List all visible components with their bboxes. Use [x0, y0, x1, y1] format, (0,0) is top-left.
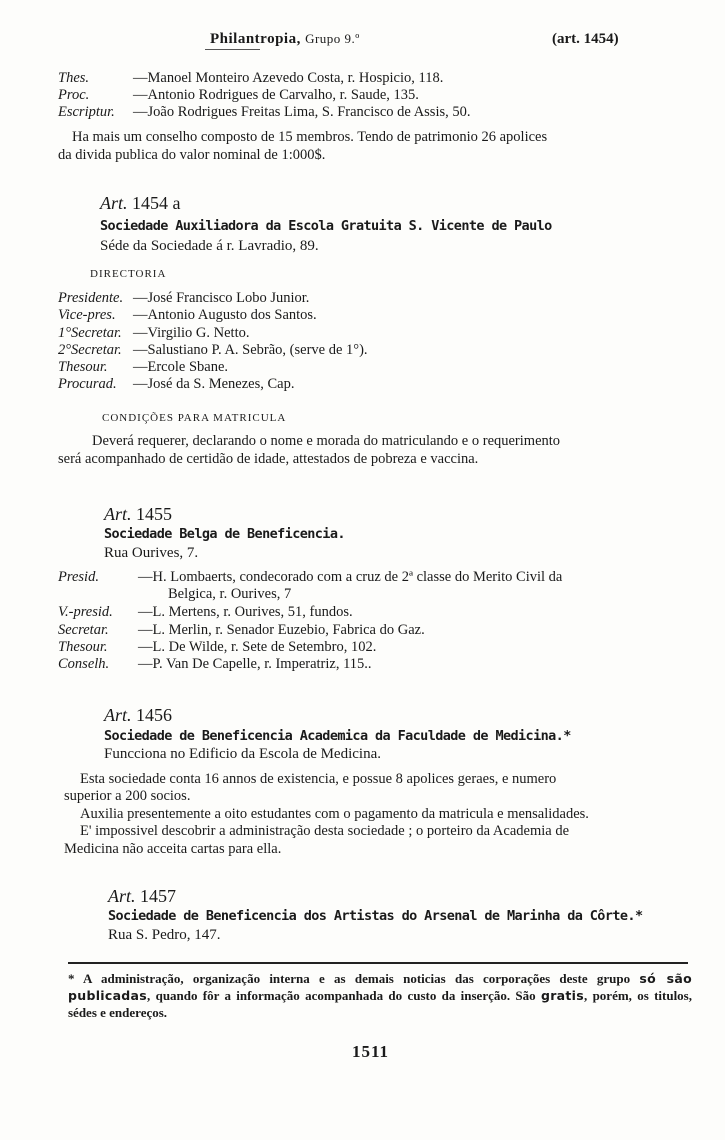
officer-text: —H. Lombaerts, condecorado com a cruz de 2ª classe do Merito Civil da — [138, 569, 563, 585]
officer-label: Thesour. — [58, 359, 108, 375]
society-name: Sociedade Belga de Beneficencia. — [104, 526, 345, 542]
running-header — [0, 28, 725, 52]
officer-text: —João Rodrigues Freitas Lima, S. Francisco de Assis, 50. — [133, 104, 471, 120]
section-title: DIRECTORIA — [90, 268, 167, 280]
officer-line — [58, 622, 425, 639]
officer-text: —Manoel Monteiro Azevedo Costa, r. Hospicio, 118. — [133, 70, 444, 86]
officer-text: —L. De Wilde, r. Sete de Setembro, 102. — [138, 639, 377, 655]
officer-text: —Antonio Rodrigues de Carvalho, r. Saude, 135. — [133, 87, 419, 103]
conditions-line: será acompanhado de certidão de idade, attestados de pobreza e vaccina. — [58, 451, 479, 467]
officer-line — [58, 656, 372, 673]
paragraph-line: superior a 200 socios. — [64, 788, 191, 804]
header-article-ref: (art. 1454) — [552, 31, 619, 47]
officer-text: —L. Mertens, r. Ourives, 51, fundos. — [138, 604, 353, 620]
society-address: Rua S. Pedro, 147. — [108, 927, 221, 943]
society-address: Rua Ourives, 7. — [104, 545, 199, 561]
officer-line — [58, 342, 368, 359]
prev-note-line: da divida publica do valor nominal de 1:000$. — [58, 147, 326, 163]
footnote-rule — [68, 962, 688, 964]
officer-line — [58, 376, 294, 393]
header-group: Grupo 9.º — [305, 31, 360, 46]
conditions-title: CONDIÇÕES PARA MATRICULA — [102, 412, 287, 424]
society-name: Sociedade de Beneficencia Academica da Faculdade de Medicina.* — [104, 728, 571, 744]
officer-line — [168, 586, 291, 603]
society-address: Séde da Sociedade á r. Lavradio, 89. — [100, 238, 319, 254]
officer-label: Procurad. — [58, 376, 117, 392]
officer-label: Escriptur. — [58, 104, 115, 120]
page-number: 1511 — [352, 1042, 390, 1061]
officer-text: —José da S. Menezes, Cap. — [133, 376, 295, 392]
officer-line — [58, 359, 228, 376]
officer-text: Belgica, r. Ourives, 7 — [168, 586, 292, 602]
officer-label: Thes. — [58, 70, 90, 86]
society-name: Sociedade Auxiliadora da Escola Gratuita S. Vicente de Paulo — [100, 218, 552, 234]
officer-text: —Virgilio G. Netto. — [133, 325, 250, 341]
officer-line — [58, 604, 353, 621]
officer-label: 2°Secretar. — [58, 342, 122, 358]
officer-label: Presidente. — [58, 290, 124, 306]
officer-line — [58, 569, 562, 586]
article-heading: Art. 1457 — [108, 886, 177, 906]
officer-line — [58, 325, 249, 342]
article-heading: Art. 1455 — [104, 504, 173, 524]
officer-text: —Ercole Sbane. — [133, 359, 229, 375]
paragraph-line: Auxilia presentemente a oito estudantes com o pagamento da matricula e mensalidades. — [80, 806, 589, 822]
footnote-emphasis: só são publicadas — [68, 971, 692, 1003]
paragraph-line: Esta sociedade conta 16 annos de existencia, e possue 8 apolices geraes, e numero — [80, 771, 557, 787]
officer-label: Vice-pres. — [58, 307, 116, 323]
officer-line — [58, 639, 376, 656]
prev-note-line: Ha mais um conselho composto de 15 membros. Tendo de patrimonio 26 apolices — [72, 129, 548, 145]
officer-label: Conselh. — [58, 656, 110, 672]
officer-label: Presid. — [58, 569, 99, 585]
society-address: Funcciona no Edificio da Escola de Medicina. — [104, 746, 381, 762]
officer-text: —Salustiano P. A. Sebrão, (serve de 1°). — [133, 342, 368, 358]
officer-label: 1°Secretar. — [58, 325, 122, 341]
officer-text: —P. Van De Capelle, r. Imperatriz, 115.. — [138, 656, 372, 672]
society-name: Sociedade de Beneficencia dos Artistas do Arsenal de Marinha da Côrte.* — [108, 908, 643, 924]
officer-text: —José Francisco Lobo Junior. — [133, 290, 310, 306]
officer-text: —L. Merlin, r. Senador Euzebio, Fabrica do Gaz. — [138, 622, 425, 638]
paragraph-line: E' impossivel descobrir a administração desta sociedade ; o porteiro da Academia de — [80, 823, 569, 839]
officer-label: Thesour. — [58, 639, 108, 655]
officer-line — [58, 87, 419, 104]
article-heading: Art. 1454 a — [100, 193, 181, 213]
officer-line — [58, 307, 317, 324]
officer-text: —Antonio Augusto dos Santos. — [133, 307, 317, 323]
officer-line — [58, 290, 309, 307]
officer-line — [58, 70, 443, 87]
footnote-emphasis: gratis — [540, 988, 585, 1003]
officer-line — [58, 104, 471, 121]
article-heading: Art. 1456 — [104, 705, 173, 725]
paragraph-line: Medicina não acceita cartas para ella. — [64, 841, 282, 857]
header-rule — [205, 49, 260, 50]
footnote: * A administração, organização interna e as demais noticias das corporações deste grupo só são publicadas, quando fôr a informação acompanhada do custo da inserção. São gratis, porém, os titulos, sédes e endereços. — [68, 971, 692, 1020]
conditions-line: Deverá requerer, declarando o nome e morada do matriculando e o requerimento — [92, 433, 561, 449]
officer-label: Proc. — [58, 87, 90, 103]
officer-label: Secretar. — [58, 622, 109, 638]
officer-label: V.-presid. — [58, 604, 113, 620]
header-title: Philantropia, Grupo 9.º — [210, 31, 360, 47]
